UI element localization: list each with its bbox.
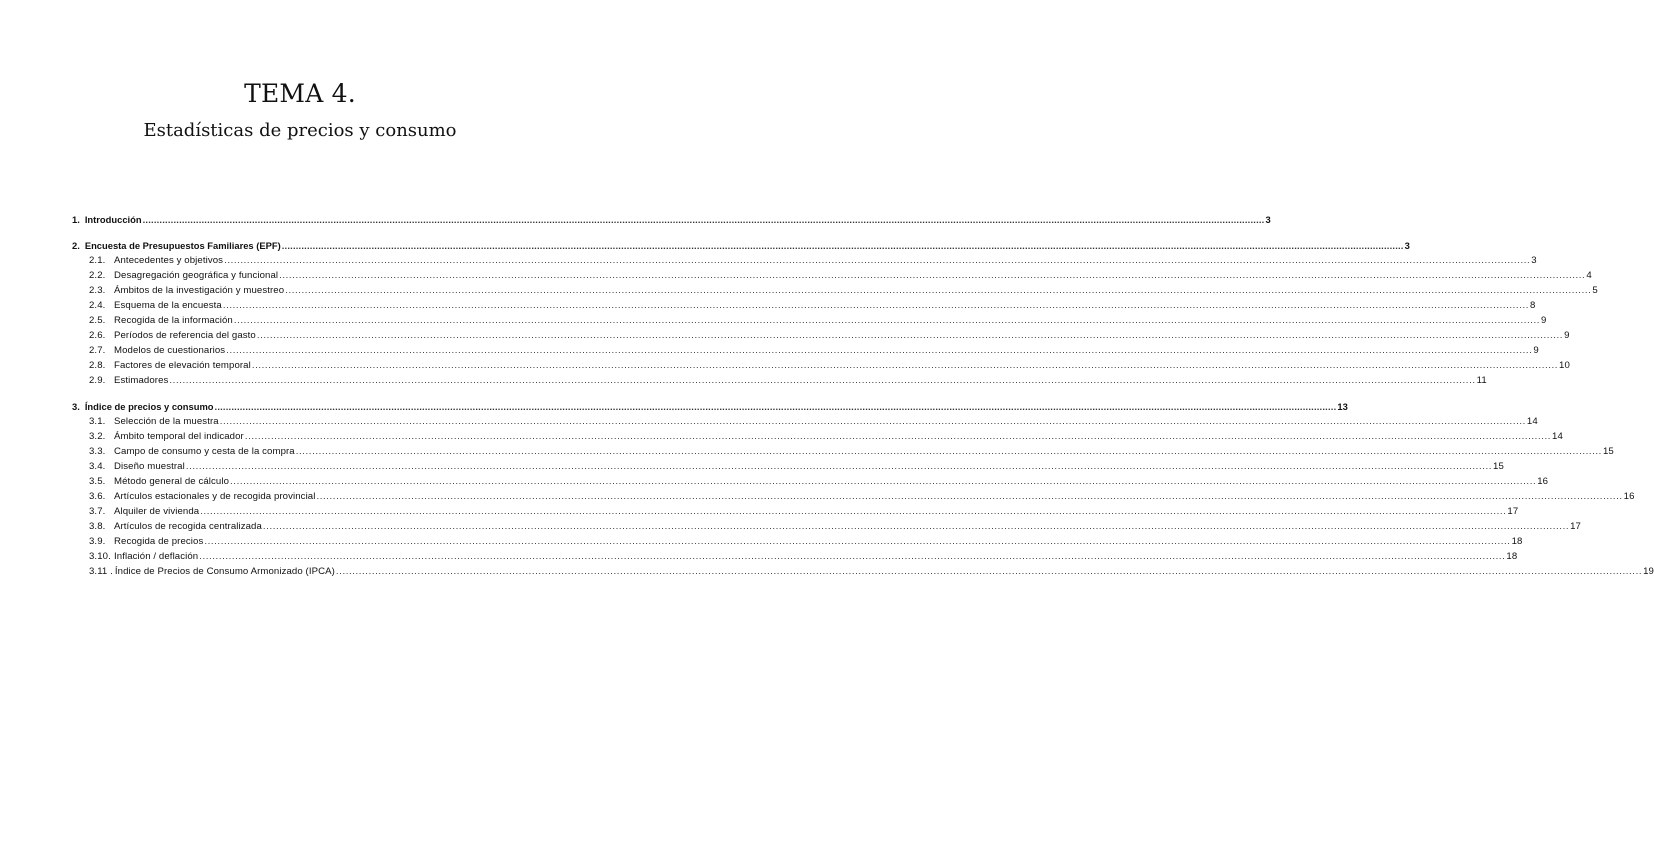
toc-dot-leader: ................................................................................................................................................................................................................................................................................................................................................................................................................: [316, 491, 1623, 502]
toc-dot-leader: ................................................................................................................................................................................................................................................................................................................................................................................................................: [142, 214, 1265, 225]
toc-entry-number: 3.8.: [89, 521, 106, 532]
toc-subsection-entry[interactable]: [72, 373, 1487, 388]
toc-page-number: 3: [1531, 255, 1537, 266]
toc-entry-label: Recogida de la información: [114, 315, 233, 326]
toc-dot-leader: ................................................................................................................................................................................................................................................................................................................................................................................................................: [256, 330, 1564, 341]
toc-dot-leader: ................................................................................................................................................................................................................................................................................................................................................................................................................: [262, 521, 1570, 532]
toc-page-number: 9: [1541, 315, 1547, 326]
toc-dot-leader: ................................................................................................................................................................................................................................................................................................................................................................................................................: [224, 255, 1531, 266]
toc-entry-number: 2.9.: [89, 375, 106, 386]
toc-entry-number: 3.2.: [89, 431, 106, 442]
toc-entry-number: 3.: [72, 401, 80, 412]
toc-entry-label: Índice de Precios de Consumo Armonizado (IPCA): [114, 566, 335, 577]
toc-entry-number: 3.10.: [89, 551, 111, 562]
toc-page-number: 14: [1552, 431, 1563, 442]
table-of-contents: [72, 212, 1654, 579]
toc-section-spacer: [72, 227, 529, 238]
toc-entry-label: Alquiler de vivienda: [114, 506, 200, 517]
toc-section-spacer: [72, 388, 529, 399]
toc-dot-leader: ................................................................................................................................................................................................................................................................................................................................................................................................................: [222, 300, 1529, 311]
toc-subsection-entry[interactable]: [72, 474, 1549, 489]
toc-dot-leader: ................................................................................................................................................................................................................................................................................................................................................................................................................: [185, 461, 1493, 472]
toc-subsection-entry[interactable]: [72, 253, 1537, 268]
toc-entry-number: 2.1.: [89, 255, 106, 266]
toc-entry-label: Método general de cálculo: [114, 476, 230, 487]
toc-dot-leader: ................................................................................................................................................................................................................................................................................................................................................................................................................: [219, 416, 1526, 427]
toc-page-number: 11: [1476, 375, 1487, 386]
toc-entry-label: Artículos estacionales y de recogida provincial: [114, 491, 316, 502]
toc-page-number: 9: [1533, 345, 1539, 356]
toc-subsection-entry[interactable]: [72, 459, 1504, 474]
toc-page-number: 3: [1404, 240, 1410, 251]
toc-subsection-entry[interactable]: [72, 313, 1547, 328]
toc-entry-label: Factores de elevación temporal: [114, 360, 251, 371]
toc-entry-label: Modelos de cuestionarios: [114, 345, 226, 356]
toc-page-number: 15: [1602, 446, 1614, 457]
toc-entry-label: Campo de consumo y cesta de la compra: [114, 446, 295, 457]
toc-subsection-entry[interactable]: [72, 268, 1592, 283]
toc-dot-leader: ................................................................................................................................................................................................................................................................................................................................................................................................................: [169, 375, 1476, 386]
toc-entry-number: 2.3.: [89, 285, 106, 296]
toc-page-number: 9: [1564, 330, 1570, 341]
toc-entry-label: Períodos de referencia del gasto: [114, 330, 256, 341]
toc-entry-label: Esquema de la encuesta: [114, 300, 222, 311]
toc-dot-leader: ................................................................................................................................................................................................................................................................................................................................................................................................................: [295, 446, 1602, 457]
toc-subsection-entry[interactable]: [72, 358, 1570, 373]
toc-entry-number: 2.4.: [89, 300, 106, 311]
toc-entry-label: Índice de precios y consumo: [84, 401, 214, 412]
toc-entry-number: 2.: [72, 240, 80, 251]
toc-entry-label: Artículos de recogida centralizada: [114, 521, 262, 532]
toc-subsection-entry[interactable]: [72, 549, 1518, 564]
toc-page-number: 17: [1570, 521, 1581, 532]
toc-page-number: 17: [1507, 506, 1519, 517]
toc-dot-leader: ................................................................................................................................................................................................................................................................................................................................................................................................................: [279, 270, 1586, 281]
toc-entry-label: Inflación / deflación: [114, 551, 199, 562]
toc-entry-number: 2.2.: [89, 270, 106, 281]
toc-subsection-entry[interactable]: [72, 534, 1523, 549]
toc-subsection-entry[interactable]: [72, 564, 1654, 579]
toc-dot-leader: ................................................................................................................................................................................................................................................................................................................................................................................................................: [251, 360, 1559, 371]
toc-entry-number: 3.4.: [89, 461, 106, 472]
toc-page-number: 16: [1623, 491, 1635, 502]
toc-dot-leader: ................................................................................................................................................................................................................................................................................................................................................................................................................: [226, 345, 1533, 356]
toc-entry-number: 2.7.: [89, 345, 106, 356]
toc-page-number: 14: [1526, 416, 1538, 427]
toc-entry-number: 1.: [72, 214, 80, 225]
toc-page-number: 13: [1337, 401, 1348, 412]
toc-entry-label: Recogida de precios: [114, 536, 204, 547]
toc-entry-number: 3.9.: [89, 536, 106, 547]
toc-entry-label: Ámbito temporal del indicador: [114, 431, 244, 442]
toc-entry-number: 3.5.: [89, 476, 106, 487]
toc-section-entry[interactable]: [72, 399, 1348, 414]
toc-entry-number: 2.8.: [89, 360, 106, 371]
toc-page-number: 19: [1643, 566, 1654, 577]
toc-subsection-entry[interactable]: [72, 283, 1598, 298]
toc-page-number: 4: [1586, 270, 1592, 281]
toc-page-number: 15: [1493, 461, 1504, 472]
page-subtitle: Estadísticas de precios y consumo: [143, 120, 457, 141]
toc-entry-number: 3.7.: [89, 506, 106, 517]
toc-subsection-entry[interactable]: [72, 519, 1581, 534]
toc-entry-number: 3.6.: [89, 491, 106, 502]
toc-entry-number: 3.11 .: [89, 566, 113, 577]
toc-dot-leader: ................................................................................................................................................................................................................................................................................................................................................................................................................: [281, 240, 1404, 251]
toc-page-number: 3: [1265, 214, 1271, 225]
toc-subsection-entry[interactable]: [72, 429, 1563, 444]
toc-entry-label: Introducción: [84, 214, 142, 225]
toc-dot-leader: ................................................................................................................................................................................................................................................................................................................................................................................................................: [244, 431, 1552, 442]
toc-entry-number: 2.6.: [89, 330, 106, 341]
toc-page-number: 18: [1506, 551, 1518, 562]
toc-dot-leader: ................................................................................................................................................................................................................................................................................................................................................................................................................: [230, 476, 1537, 487]
page-title: TEMA 4.: [244, 79, 356, 108]
toc-entry-label: Encuesta de Presupuestos Familiares (EPF): [84, 240, 281, 251]
toc-page-number: 16: [1537, 476, 1549, 487]
toc-entry-label: Diseño muestral: [114, 461, 185, 472]
toc-entry-label: Estimadores: [114, 375, 169, 386]
toc-page-number: 8: [1530, 300, 1536, 311]
toc-dot-leader: ................................................................................................................................................................................................................................................................................................................................................................................................................: [233, 315, 1541, 326]
toc-page-number: 5: [1592, 285, 1598, 296]
toc-entry-label: Selección de la muestra: [114, 416, 219, 427]
toc-dot-leader: ................................................................................................................................................................................................................................................................................................................................................................................................................: [335, 566, 1643, 577]
toc-page-number: 18: [1511, 536, 1523, 547]
toc-entry-label: Desagregación geográfica y funcional: [114, 270, 279, 281]
toc-subsection-entry[interactable]: [72, 489, 1635, 504]
toc-subsection-entry[interactable]: [72, 444, 1614, 459]
toc-subsection-entry[interactable]: [72, 343, 1539, 358]
toc-section-entry[interactable]: [72, 238, 1410, 253]
toc-entry-number: 2.5.: [89, 315, 106, 326]
toc-entry-number: 3.1.: [89, 416, 106, 427]
toc-subsection-entry[interactable]: [72, 328, 1570, 343]
toc-subsection-entry[interactable]: [72, 414, 1538, 429]
toc-subsection-entry[interactable]: [72, 298, 1536, 313]
toc-dot-leader: ................................................................................................................................................................................................................................................................................................................................................................................................................: [204, 536, 1511, 547]
toc-section-entry[interactable]: [72, 212, 1271, 227]
toc-page-number: 10: [1559, 360, 1570, 371]
toc-entry-number: 3.3.: [89, 446, 106, 457]
toc-dot-leader: ................................................................................................................................................................................................................................................................................................................................................................................................................: [200, 506, 1507, 517]
toc-entry-label: Antecedentes y objetivos: [114, 255, 224, 266]
toc-subsection-entry[interactable]: [72, 504, 1519, 519]
toc-entry-label: Ámbitos de la investigación y muestreo: [114, 285, 285, 296]
toc-dot-leader: ................................................................................................................................................................................................................................................................................................................................................................................................................: [285, 285, 1592, 296]
toc-dot-leader: ................................................................................................................................................................................................................................................................................................................................................................................................................: [214, 401, 1337, 412]
toc-dot-leader: ................................................................................................................................................................................................................................................................................................................................................................................................................: [199, 551, 1506, 562]
